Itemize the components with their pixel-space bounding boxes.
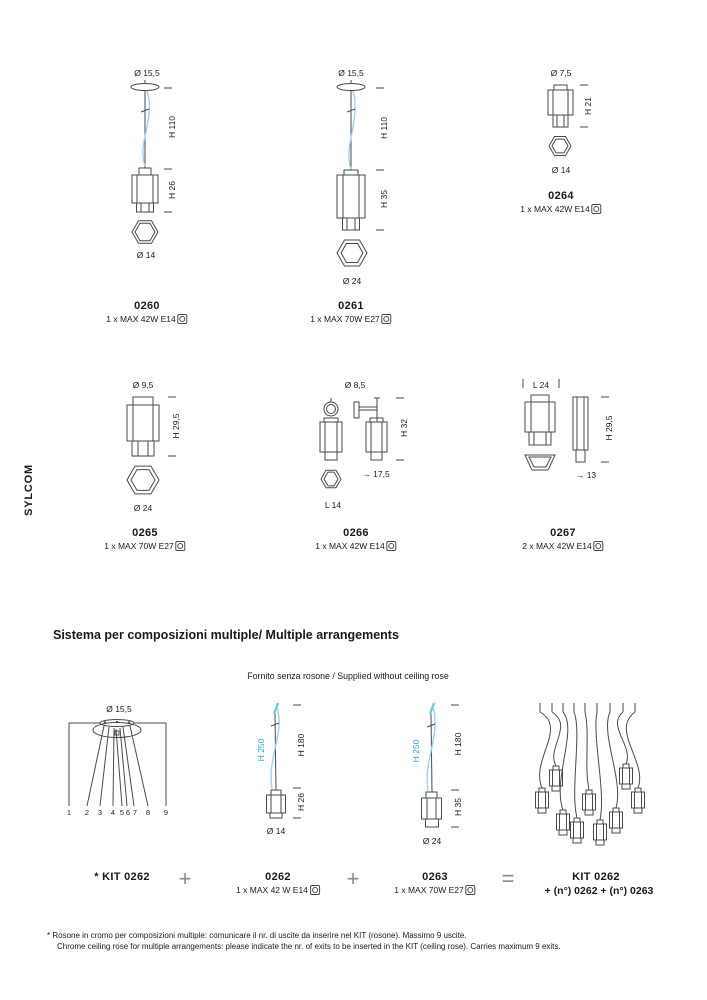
spec-text: 1 x MAX 70W E27 — [394, 885, 464, 895]
dim-top-diameter: Ø 9,5 — [132, 380, 154, 390]
drawing-0267-lamp — [523, 379, 609, 470]
product-spec-0261 — [310, 314, 391, 324]
dim-cable-height: H 110 — [167, 115, 177, 139]
lamp-socket-icon — [382, 314, 392, 324]
product-code-0261: 0261 — [338, 300, 364, 312]
product-code-0266: 0266 — [343, 527, 369, 539]
dim-base-diameter: Ø 24 — [342, 276, 362, 286]
spec-text: 1 x MAX 42 W E14 — [236, 885, 308, 895]
dim-body-height: H 32 — [399, 419, 409, 437]
dim-cable-height: H 180 — [296, 733, 306, 757]
footnote-italian: * Rosone in cromo per composizioni multiple: comunicare il nr. di uscite da inserire nel KIT (rosone). Massimo 9 uscite. — [47, 931, 467, 940]
dim-base-diameter: Ø 24 — [133, 503, 153, 513]
product-code-0263: 0263 — [422, 871, 448, 883]
exit-number: 8 — [145, 808, 151, 817]
product-code-0264: 0264 — [548, 190, 574, 202]
dim-rose-diameter: Ø 15,5 — [106, 704, 132, 714]
dim-depth-arrow: → 17,5 — [362, 469, 390, 479]
dim-body-height: H 35 — [379, 190, 389, 208]
product-spec-0262 — [236, 885, 320, 895]
lamp-socket-icon — [466, 885, 476, 895]
dim-body-height: H 26 — [167, 181, 177, 199]
exit-number: 7 — [132, 808, 138, 817]
spec-text: 1 x MAX 42W E14 — [520, 204, 590, 214]
product-spec-0263 — [394, 885, 475, 895]
dim-rose-diameter: Ø 15,5 — [134, 68, 160, 78]
lamp-socket-icon — [310, 885, 320, 895]
dim-top-length: L 24 — [532, 380, 550, 390]
product-spec-0264 — [520, 204, 601, 214]
lamp-socket-icon — [178, 314, 188, 324]
exit-number: 2 — [84, 808, 90, 817]
spec-text: 1 x MAX 70W E27 — [104, 541, 174, 551]
dim-depth-arrow: → 13 — [575, 470, 597, 480]
product-code-0260: 0260 — [134, 300, 160, 312]
spec-text: 1 x MAX 42W E14 — [315, 541, 385, 551]
product-spec-0266 — [315, 541, 396, 551]
lamp-socket-icon — [387, 541, 397, 551]
exit-number: 5 — [119, 808, 125, 817]
exit-number: 9 — [163, 808, 169, 817]
brand-logo: SYLCOM — [23, 464, 35, 516]
dim-rose-diameter: Ø 15,5 — [338, 68, 364, 78]
drawing-kit0262-rose — [69, 720, 166, 807]
lamp-socket-icon — [176, 541, 186, 551]
lamp-socket-icon — [592, 204, 602, 214]
product-spec-0260 — [106, 314, 187, 324]
dim-top-diameter: Ø 8,5 — [344, 380, 366, 390]
combo-formula: + (n°) 0262 + (n°) 0263 — [544, 885, 654, 897]
exit-number: 3 — [97, 808, 103, 817]
drawing-0265-lamp — [127, 397, 176, 494]
dim-base-diameter: Ø 14 — [266, 826, 286, 836]
dim-body-height: H 35 — [453, 798, 463, 816]
dim-body-height: H 26 — [296, 793, 306, 811]
dim-base-diameter: Ø 14 — [136, 250, 156, 260]
dim-base-diameter: Ø 24 — [422, 836, 442, 846]
lamp-socket-icon — [594, 541, 604, 551]
product-code-kit0262: * KIT 0262 — [94, 871, 150, 883]
footnote-english: Chrome ceiling rose for multiple arrangements: please indicate the nr. of exits to be inserted in the KIT (ceiling rose). Carries maximum 9 exits. — [57, 942, 561, 951]
spec-text: 1 x MAX 70W E27 — [310, 314, 380, 324]
plus-operator: + — [346, 866, 360, 891]
product-spec-0267 — [522, 541, 603, 551]
exit-number: 6 — [125, 808, 131, 817]
section-title: Sistema per composizioni multiple/ Multiple arrangements — [53, 628, 399, 642]
product-spec-0265 — [104, 541, 185, 551]
dim-cable-height: H 180 — [453, 732, 463, 756]
combo-kit-code: KIT 0262 — [572, 871, 620, 883]
exit-number: 4 — [110, 808, 116, 817]
drawing-0260-pendant — [131, 80, 172, 243]
exit-number: 1 — [66, 808, 72, 817]
dim-cable-height: H 110 — [379, 116, 389, 140]
drawing-cluster-arrangement — [536, 703, 645, 845]
drawing-0261-pendant — [337, 80, 384, 266]
product-code-0265: 0265 — [132, 527, 158, 539]
product-code-0262: 0262 — [265, 871, 291, 883]
equals-operator: = — [501, 866, 515, 891]
drawing-0264-lamp — [548, 85, 588, 156]
dim-body-height: H 29,5 — [171, 413, 181, 439]
dim-total-height: H 250 — [411, 739, 421, 763]
dim-body-height: H 21 — [583, 97, 593, 115]
plus-operator: + — [178, 866, 192, 891]
spec-text: 1 x MAX 42W E14 — [106, 314, 176, 324]
supply-note: Fornito senza rosone / Supplied without ceiling rose — [247, 671, 449, 681]
dim-top-diameter: Ø 7,5 — [550, 68, 572, 78]
dim-base-length: L 14 — [324, 500, 342, 510]
dim-body-height: H 29,5 — [604, 415, 614, 441]
dim-base-diameter: Ø 14 — [551, 165, 571, 175]
spec-text: 2 x MAX 42W E14 — [522, 541, 592, 551]
product-code-0267: 0267 — [550, 527, 576, 539]
dim-total-height: H 250 — [256, 738, 266, 762]
